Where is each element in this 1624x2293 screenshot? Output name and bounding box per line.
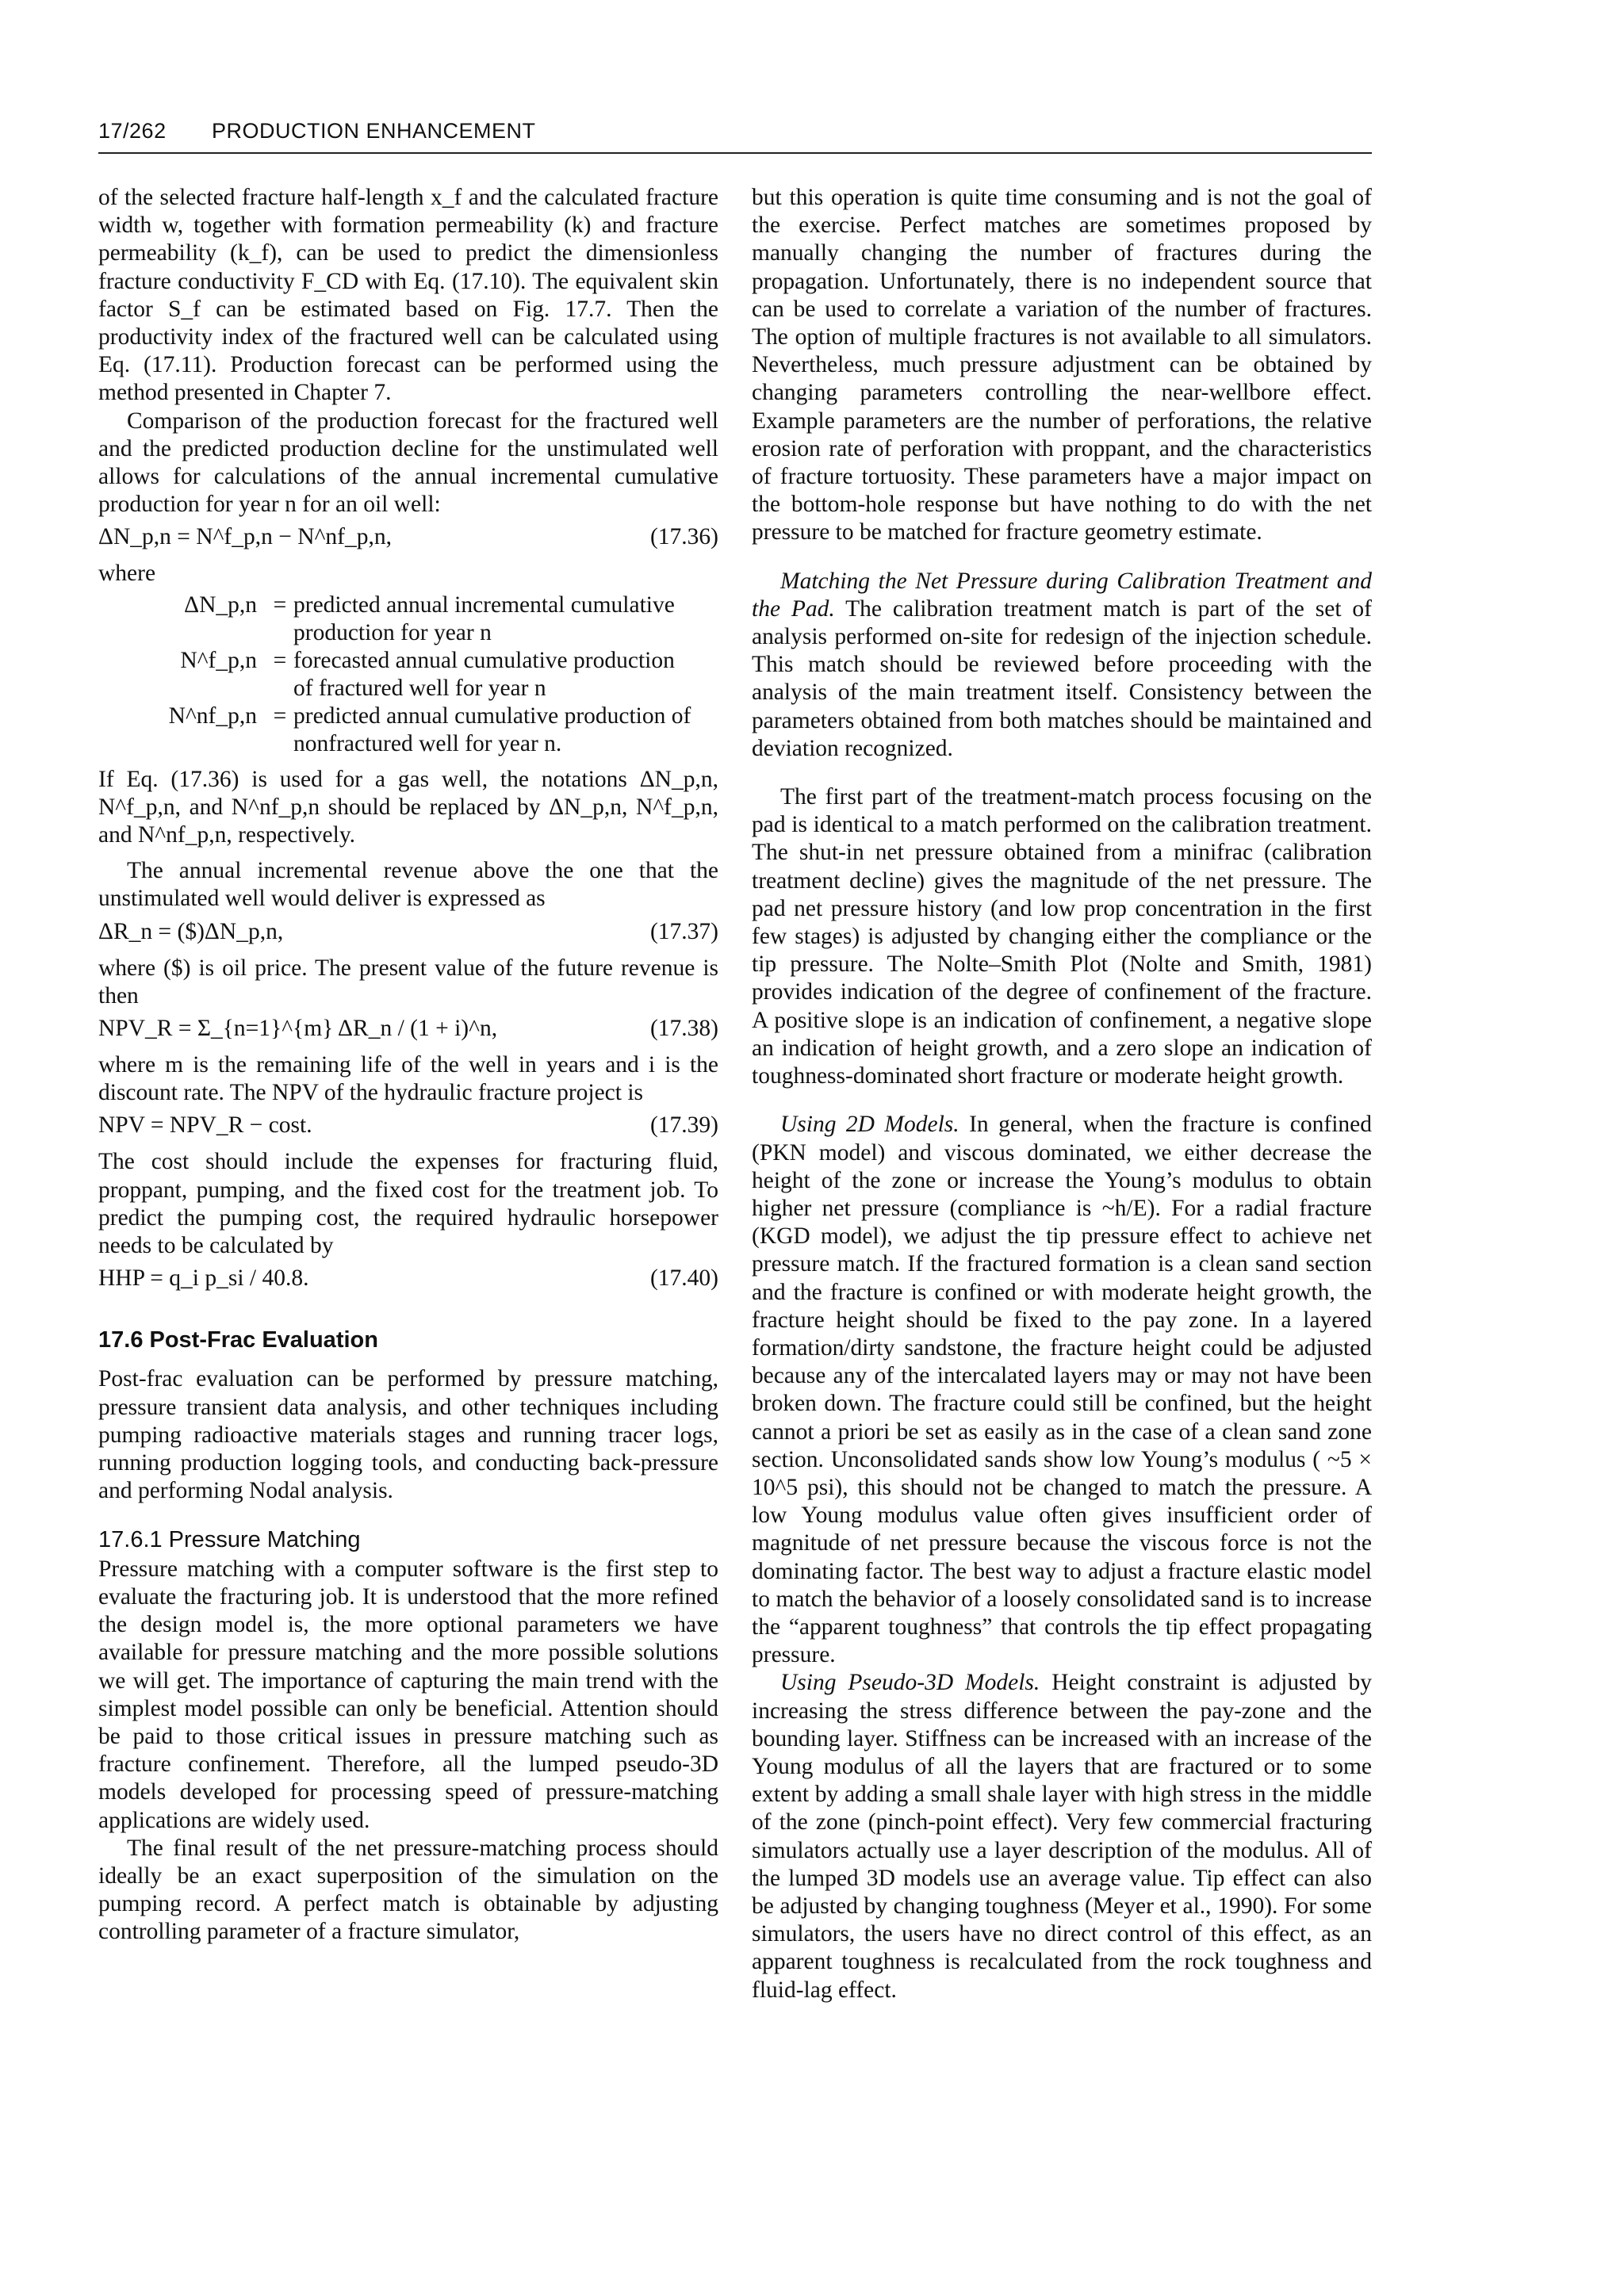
equation-number: (17.38) xyxy=(649,1016,718,1042)
definition-text: forecasted annual cumulative production of fractured well for year n xyxy=(293,647,675,701)
definition-text: predicted annual cumulative production of nonfractured well for year n. xyxy=(293,702,691,756)
right-column xyxy=(752,184,1372,2004)
running-header xyxy=(98,117,1372,154)
paragraph: of the selected fracture half-length x_f and the calculated fracture width w, together with formation permeability (k) and fracture permeability (k_f), can be used to predict the dimensionless fracture conductivity F_CD with Eq. (17.10). The equivalent skin factor S_f can be estimated based on Fig. 17.7. Then the productivity index of the fractured well can be calculated using Eq. (17.11). Production forecast can be performed using the method presented in Chapter 7. xyxy=(98,185,718,406)
run-in-title: Using Pseudo-3D Models. xyxy=(780,1670,1040,1696)
equation-number: (17.40) xyxy=(649,1265,718,1292)
paragraph: The final result of the net pressure-matching process should ideally be an exact superposition of the simulation on the pumping record. A perfect match is obtainable by adjusting controlling parameter of a fracture simulator, xyxy=(98,1835,718,1945)
equation-17-40 xyxy=(98,1263,718,1296)
paragraph: Pressure matching with a computer software is the first step to evaluate the fracturing job. It is understood that the more refined the design model is, the more optional parameters we have available for pressure matching and the more possible solutions we will get. The importance of capturing the main trend with the simplest model possible can only be beneficial. Attention should be paid to those critical issues in pressure matching such as fracture confinement. Therefore, all the lumped pseudo-3D models developed for processing speed of pressure-matching applications are widely used. xyxy=(98,1556,718,1833)
run-in-title: Using 2D Models. xyxy=(780,1112,959,1138)
equation-number: (17.36) xyxy=(649,524,718,550)
paragraph: Using Pseudo-3D Models. Height constraint is adjusted by increasing the stress difference between the pay-zone and the bounding layer. Stiffness can be increased with an increase of the Young modulus of all the layers that are fractured or to some extent by adding a small shale layer with high stress in the middle of the zone (pinch-point effect). Very few commercial fracturing simulators actually use a layer description of the modulus. All of the lumped 3D models use an average value. Tip effect can also be adjusted by changing toughness (Meyer et al., 1990). For some simulators, the users have no direct control of this effect, as an apparent toughness is recalculated from the rock toughness and fluid-lag effect. xyxy=(752,1670,1373,2003)
paragraph: where m is the remaining life of the well in years and i is the discount rate. The NPV of the hydraulic fracture project is xyxy=(98,1052,718,1106)
equation-number: (17.39) xyxy=(649,1112,718,1139)
definition-item: N^f_p,n = forecasted annual cumulative production of fractured well for year n xyxy=(98,647,718,702)
definition-symbol: ΔN_p,n xyxy=(184,591,257,618)
paragraph: Using 2D Models. In general, when the fracture is confined (PKN model) and viscous dominated, we either decrease the height of the zone or increase the Young’s modulus to obtain higher net pressure (compliance is ~h/E). For a radial fracture (KGD model), we adjust the tip pressure effect to achieve net pressure match. If the fractured formation is a clean sand section and the fracture is confined or with moderate height growth, the fracture height should be fixed to the pay zone. In a layered formation/dirty sandstone, the fracture height could be adjusted because any of the intercalated layers may or may not have been broken down. The fracture could still be confined, but the height cannot a priori be set as easily as in the case of a clean sand zone section. Unconsolidated sands show low Young’s modulus ( ~5 × 10^5 psi), this should not be changed to match the pressure. A low Young modulus value often gives insufficient order of magnitude of net pressure because the viscous force is not the dominating factor. The best way to adjust a fracture elastic model to match the behavior of a loosely consolidated sand is to increase the “apparent toughness” that controls the tip effect propagating pressure. xyxy=(752,1112,1372,1668)
definition-text: predicted annual incremental cumulative production for year n xyxy=(293,591,675,645)
definition-list xyxy=(98,591,718,758)
definition-item: N^nf_p,n = predicted annual cumulative production of nonfractured well for year n. xyxy=(98,702,718,758)
definition-symbol: N^f_p,n xyxy=(180,647,257,673)
equation-17-36 xyxy=(98,522,718,555)
page-number: 17/262 xyxy=(98,119,167,143)
definition-item: ΔN_p,n = predicted annual incremental cumulative production for year n xyxy=(98,591,718,647)
equation-number: (17.37) xyxy=(649,918,718,944)
where-label: where xyxy=(98,561,156,587)
running-title: PRODUCTION ENHANCEMENT xyxy=(212,119,536,143)
paragraph: The first part of the treatment-match process focusing on the pad is identical to a match performed on the calibration treatment. The shut-in net pressure obtained from a minifrac (calibration treatment decline) gives the magnitude of the net pressure. The pad net pressure history (and low prop concentration in the first few stages) is adjusted by changing either the compliance or the tip pressure. The Nolte–Smith Plot (Nolte and Smith, 1981) provides indication of the degree of confinement of the fracture. A positive slope is an indication of confinement, a negative slope an indication of height growth, and a zero slope an indication of toughness-dominated short fracture or moderate height growth. xyxy=(752,784,1372,1089)
run-in-title: Matching the Net Pressure during Calibration Treatment and the Pad. xyxy=(752,568,1372,622)
equation-17-37 xyxy=(98,917,718,950)
equation-body: NPV = NPV_R − cost. xyxy=(98,1112,312,1139)
equation-body: ΔN_p,n = N^f_p,n − N^nf_p,n, xyxy=(98,524,392,550)
definition-symbol: N^nf_p,n xyxy=(168,702,257,729)
left-column xyxy=(98,184,718,1947)
equation-17-38 xyxy=(98,1013,718,1047)
section-heading: 17.6 Post-Frac Evaluation xyxy=(98,1327,378,1353)
paragraph: Post-frac evaluation can be performed by pressure matching, pressure transient data analysis, and other techniques including pumping radioactive materials stages and running tracer logs, running production logging tools, and conducting back-pressure and performing Nodal analysis. xyxy=(98,1366,718,1504)
paragraph: Matching the Net Pressure during Calibration Treatment and the Pad. The calibration treatment match is part of the set of analysis performed on-site for redesign of the injection schedule. This match should be reviewed before proceeding with the analysis of the main treatment itself. Consistency between the parameters obtained from both matches should be maintained and deviation recognized. xyxy=(752,568,1372,761)
equation-17-39 xyxy=(98,1110,718,1143)
equation-body: NPV_R = Σ_{n=1}^{m} ΔR_n / (1 + i)^n, xyxy=(98,1016,498,1042)
paragraph: If Eq. (17.36) is used for a gas well, the notations ΔN_p,n, N^f_p,n, and N^nf_p,n should be replaced by ΔN_p,n, N^f_p,n, and N^nf_p,n, respectively. xyxy=(98,766,718,848)
paragraph: The cost should include the expenses for fracturing fluid, proppant, pumping, and the fixed cost for the treatment job. To predict the pumping cost, the required hydraulic horsepower needs to be calculated by xyxy=(98,1149,718,1259)
paragraph: Comparison of the production forecast for the fractured well and the predicted production decline for the unstimulated well allows for calculations of the annual incremental cumulative production for year n for an oil well: xyxy=(98,408,718,518)
paragraph: where ($) is oil price. The present value of the future revenue is then xyxy=(98,955,718,1009)
subsection-heading: 17.6.1 Pressure Matching xyxy=(98,1526,361,1552)
paragraph: but this operation is quite time consuming and is not the goal of the exercise. Perfect matches are sometimes proposed by manually changing the number of fractures during the propagation. Unfortunately, there is no independent source that can be used to correlate a variation of the number of fractures. The option of multiple fractures is not available to all simulators. Nevertheless, much pressure adjustment can be obtained by changing parameters controlling the near-wellbore effect. Example parameters are the number of perforations, the relative erosion rate of perforation with proppant, and the characteristics of fracture tortuosity. These parameters have a major impact on the bottom-hole response but have nothing to do with the net pressure to be matched for fracture geometry estimate. xyxy=(752,185,1372,545)
equation-body: HHP = q_i p_si / 40.8. xyxy=(98,1265,309,1292)
paragraph: The annual incremental revenue above the one that the unstimulated well would deliver is expressed as xyxy=(98,858,718,912)
equation-body: ΔR_n = ($)ΔN_p,n, xyxy=(98,918,284,944)
